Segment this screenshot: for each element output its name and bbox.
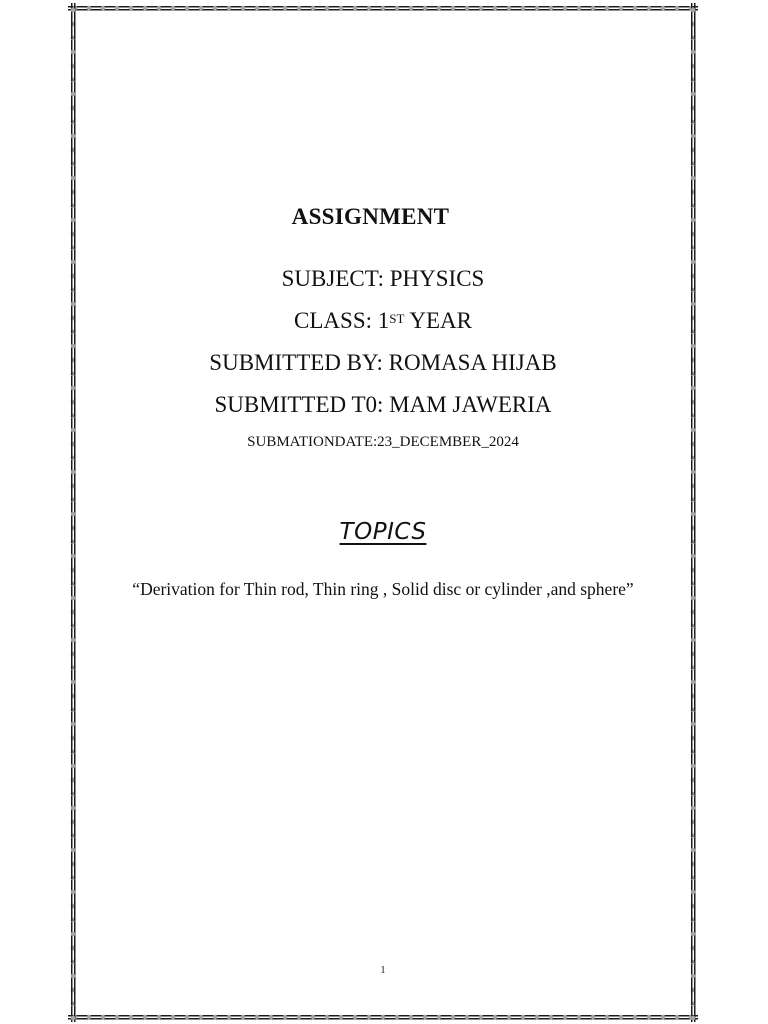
submitted-to-line: SUBMITTED T0: MAM JAWERIA: [214, 392, 552, 417]
submission-date-line: SUBMATIONDATE:23_DECEMBER_2024: [247, 434, 519, 450]
class-ordinal-suffix: ST: [389, 311, 405, 326]
page-border-right-dashes: [688, 15, 698, 1010]
subject-line: SUBJECT: PHYSICS: [281, 266, 485, 291]
submitted-by-line: SUBMITTED BY: ROMASA HIJAB: [209, 350, 557, 375]
cover-page-content: [78, 0, 688, 1024]
topics-heading: TOPICS: [339, 519, 427, 545]
page-number: 1: [380, 965, 386, 976]
assignment-title: ASSIGNMENT: [291, 204, 450, 229]
class-line-prefix: CLASS: 1: [294, 308, 390, 333]
page-border-left-dashes: [68, 15, 78, 1010]
class-line-suffix: YEAR: [404, 308, 472, 333]
class-line: [78, 306, 688, 336]
topics-description: “Derivation for Thin rod, Thin ring , Solid disc or cylinder ,and sphere”: [132, 579, 634, 599]
